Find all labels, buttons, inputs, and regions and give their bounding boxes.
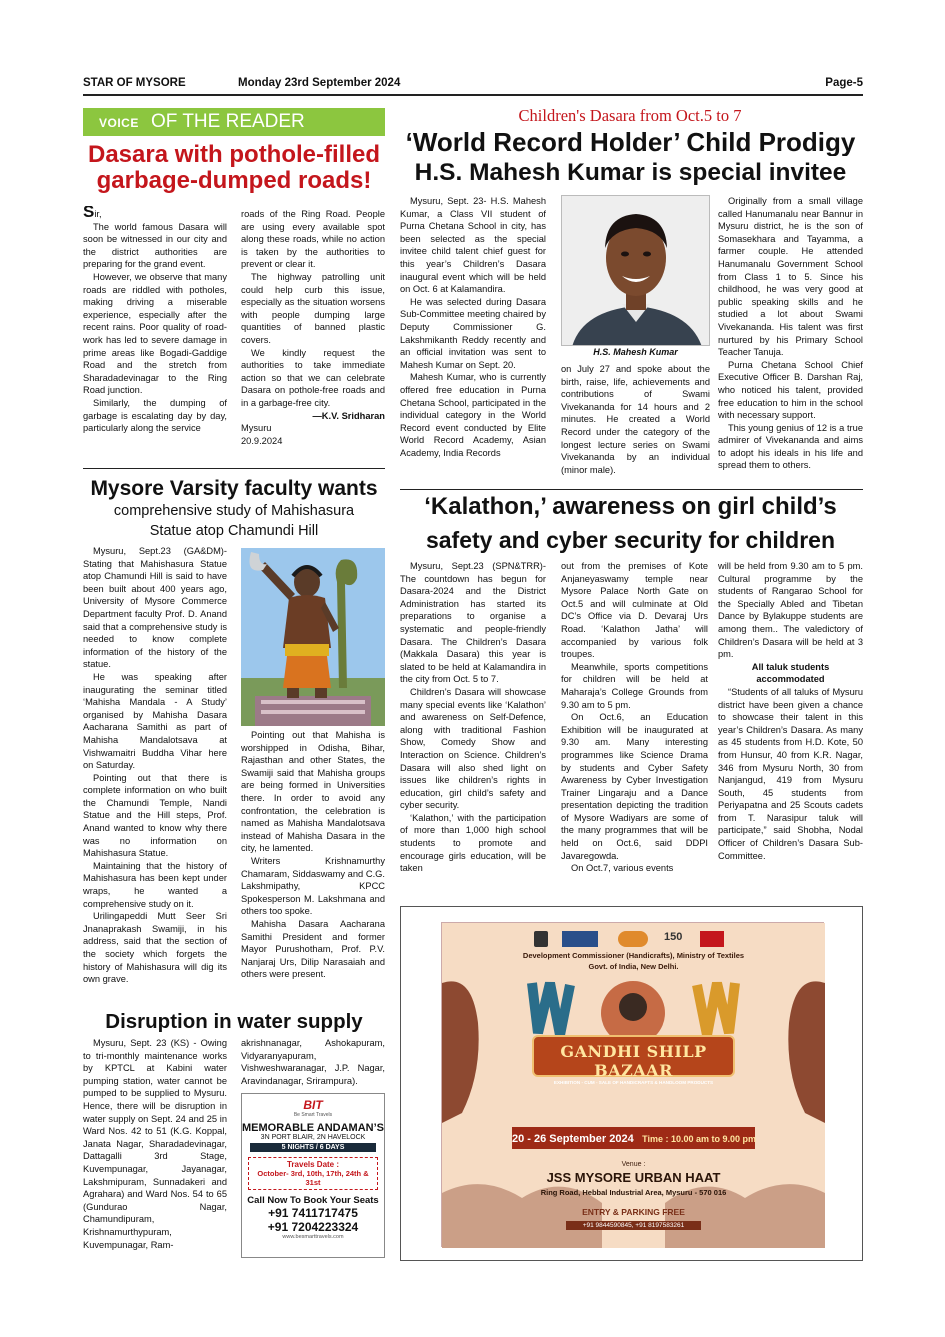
childrens-headline-2: H.S. Mahesh Kumar is special invitee [414, 160, 847, 186]
childrens-para: He was selected during Dasara Sub-Committee meeting chaired by Deputy Commissioner G. Lakshmikanth Reddy recently and an official invitation was sent to Mahesh Kumar on Sept. 20. [400, 296, 546, 370]
bit-logo-sub: Be Smart Travels [293, 1112, 333, 1118]
bazaar-venue: JSS MYSORE URBAN HAAT [546, 1170, 721, 1185]
water-para: akrishnanagar, Ashokapuram, Vidyaranyapuram, Vishweshwaranagar, J.P. Nagar, Aravindanagar, Srirampura). [241, 1038, 385, 1086]
childrens-para: Purna Chetana School Chief Executive Officer B. Darshan Raj, who noticed his talent, provided free education to him in the school with necessary support. [718, 359, 863, 421]
brand-logo-icon [700, 931, 724, 947]
bazaar-ad[interactable] [400, 906, 863, 1261]
divider [400, 489, 863, 490]
bazaar-dates: 20 - 26 September 2024 [512, 1133, 634, 1145]
ad-duration: 5 NIGHTS / 6 DAYS [250, 1143, 376, 1152]
varsity-col2 [241, 729, 385, 1009]
kalathon-subhead: All taluk students accommodated [751, 661, 830, 685]
kalathon-col3 [718, 560, 863, 896]
anniversary-logo: 150 [664, 931, 683, 943]
divider [83, 468, 385, 469]
masthead-rule [83, 94, 863, 96]
voice-para: The highway patrolling unit could help curb this issue, especially as the situation worsens with people dumping large quantities of banned plastic covers. [241, 271, 385, 345]
childrens-para: Mysuru, Sept. 23- H.S. Mahesh Kumar, a Class VII student of Purna Chetana School in city, has been selected as the special invitee child talent chief guest for this year’s Children’s Dasara inaugural event which will be held on Oct. 6 at Kalamandira. [400, 196, 546, 295]
bazaar-time: Time : 10.00 am to 9.00 pm [642, 1134, 757, 1144]
ad-dates: October- 3rd, 10th, 17th, 24th & 31st [257, 1169, 369, 1187]
bazaar-poster [441, 922, 824, 1247]
kalathon-para: out from the premises of Kote Anjaneyaswamy temple near Mysore Palace North Gate on Oct.5 and will culminate at Old DC’s Office via D. Devaraj Urs Road. ‘Kalathon Jatha’ will accompanied by various folk troupes. [561, 561, 708, 660]
masthead [83, 77, 863, 93]
paper-name: STAR OF MYSORE [83, 77, 186, 89]
voice-headline-line2: garbage-dumped roads! [96, 166, 372, 194]
childrens-kicker: Children's Dasara from Oct.5 to 7 [518, 106, 742, 125]
kalathon-para: Mysuru, Sept.23 (SPN&TRR)- The countdown has begun for Dasara-2024 and the District Administration has started its preparations to organise a systematic and people-friendly Dasara. The Children’s Dasara (Makkala Dasara) this year is slated to be held at Kalamandira in the city from Oct. 5 to 7. [400, 561, 546, 685]
childrens-col3 [718, 195, 863, 497]
voice-dropcap: S [83, 206, 95, 221]
travel-ad[interactable] [241, 1093, 385, 1258]
varsity-para: Urilingapeddi Mutt Seer Sri Jnanaprakash Swamiji, in his address, said that the section of the society which forgets the history of Mahishasura will dig its own grave. [83, 911, 227, 985]
voice-para: We kindly request the authorities to take immediate action so that we can celebrate Dasara on pothole-free roads and in a garbage-free city. [241, 347, 385, 408]
ad-dates-label: Travels Date : [286, 1160, 340, 1169]
water-col2 [241, 1037, 385, 1091]
ministry-logos [534, 929, 734, 949]
issue-date: Monday 23rd September 2024 [238, 77, 401, 89]
handicrafts-logo-icon [562, 931, 598, 947]
childrens-col1 [400, 195, 546, 497]
ad-cta: Call Now To Book Your Seats [247, 1195, 379, 1206]
voice-para: The world famous Dasara will soon be witnessed in our city and the district authorities are preparing for the grand event. [83, 221, 227, 270]
varsity-para: Maintaining that the history of Mahishasura has been kept under wraps, he wanted a comprehensive study on it. [83, 860, 227, 909]
varsity-para: Mahisha Dasara Aacharana Samithi President and former Mayor Purushotham, Prof. P.V. Nanjaraj Urs, Dilip Narasaiah and others were present. [241, 918, 385, 980]
bazaar-entry: ENTRY & PARKING FREE [582, 1207, 685, 1217]
varsity-subhead-1: comprehensive study of Mahishasura [113, 504, 355, 519]
voice-para: roads of the Ring Road. People are using every available spot along these roads, while no action is taken by the authorities to prevent or clear it. [241, 209, 385, 270]
ad-website[interactable]: www.besmarttravels.com [282, 1234, 344, 1240]
voice-banner [83, 108, 385, 136]
ad-phone-2[interactable]: +91 7204223324 [267, 1220, 359, 1234]
kalathon-para: Children’s Dasara will showcase many special events like ‘Kalathon’ and awareness on Self-Defence, along with traditional Fashion Show, Comedy Show and Interaction on Science. Children’s Dasara will also shed light on issues like children’s rights in education, girl child’s safety and cyber security. [400, 686, 546, 811]
ad-phone-1[interactable]: +91 7411717475 [268, 1206, 358, 1220]
voice-para: However, we observe that many roads are riddled with potholes, making driving a miserable experience, especially after the recent rains. Poor quality of road-work has led to severe damage in prime areas like Bogadi-Gaddige Road and the stretch from Sharadadevinagar to the Ring Road junction. [83, 271, 227, 396]
bazaar-title: GANDHI SHILP BAZAAR [560, 1042, 707, 1080]
mahishasura-photo [241, 548, 385, 726]
ad-title: MEMORABLE ANDAMAN’S [242, 1122, 384, 1134]
kalathon-headline-2: safety and cyber security for children [425, 528, 836, 553]
water-col1 [83, 1037, 227, 1263]
kalathon-para: will be held from 9.30 am to 5 pm. Cultural programme by the students of Rangarao School for the Specially Abled and Tibetan Dance by Bylakuppe students are among them.. The valedictory of Children’s Dasara will be held at 3 pm. [718, 561, 863, 660]
voice-col2 [241, 208, 385, 464]
voice-sig-date: 20.9.2024 [241, 435, 283, 446]
varsity-para: Pointing out that Mahisha is worshipped in Odisha, Bihar, Rajasthan and other States, the Swamiji said that Mahisha groups are being formed in Universities there. In order to avoid any confrontation, the celebration is named as Mahisha Mandalotsava instead of Mahisha Dasara in the city, he lamented. [241, 730, 385, 854]
bazaar-phones[interactable]: +91 9844590845, +91 8197583261 [566, 1221, 701, 1230]
campaign-logo-icon [618, 931, 648, 947]
water-headline: Disruption in water supply [105, 1011, 363, 1033]
bazaar-date-strip [512, 1127, 755, 1149]
kalathon-para: Meanwhile, sports competitions for children will be held at Maharaja’s College Grounds from 9.30 am to 5 pm. [561, 661, 708, 710]
voice-col1 [83, 206, 227, 462]
kalathon-headline-1: ‘Kalathon,’ awareness on girl child’s [424, 494, 837, 520]
bit-logo: BIT [303, 1098, 323, 1112]
varsity-para: Mysuru, Sept.23 (GA&DM)- Stating that Mahishasura Statue atop Chamundi Hill is said to have been built about 400 years ago, University of Mysore Commerce Department faculty Prof. D. Anand said that a comprehensive study is needed to know complete information of the history of the statue. [83, 546, 227, 670]
varsity-para: He was speaking after inaugurating the seminar titled ‘Mahisha Mandala - A Study’ organised by Mahisha Dasara Aacharana Samithi as part of Mahisha Mandalotsava at Vishwamaitri Buddha Vihar here on Saturday. [83, 671, 227, 771]
varsity-subhead-2: Statue atop Chamundi Hill [149, 524, 319, 539]
page-number: Page-5 [825, 77, 863, 89]
childrens-para: on July 27 and spoke about the birth, raise, life, achievements and contributions of Swami Vivekananda for 14 hours and 2 minutes. He created a World Record under the category of the longest lecture series on Swami Vivekananda by an individual (minor male). [561, 364, 710, 475]
water-para: Mysuru, Sept. 23 (KS) - Owing to tri-monthly maintenance works by KPTCL at Kabini water pumping station, water cannot be pumped to be supplied to Mysuru. Hence, there will be disruption in water supply on Sept. 24 and 25 in Ward Nos. 42 to 51 (K.G. Koppal, Janata Nagar, Sharadadevinagar, Dattagalli 3rd Stage, Kuvempunagar, Jayanagar, Lakshmipuram, Sunnadakeri and Agrahara) and Ward Nos. 54 to 65 (Gundurao Nagar, Chamundipuram, Krishnamurthypuram, Kuvempunagar, Ram- [83, 1038, 227, 1250]
voice-tag: VOICE [99, 116, 139, 130]
voice-headline-line1: Dasara with pothole-filled [87, 142, 381, 168]
varsity-headline: Mysore Varsity faculty wants [90, 478, 378, 500]
childrens-headline-1: ‘World Record Holder’ Child Prodigy [405, 128, 856, 157]
bazaar-title-banner [532, 1035, 735, 1085]
childrens-col2 [561, 363, 710, 493]
childrens-para: Mahesh Kumar, who is currently offered free education in Purna Chetana School, participated in the individual category in the World Record event conducted by Elite World Record Academy, Asian Academy, India Records [400, 372, 546, 458]
childrens-para: Originally from a small village called Hanumanalu near Bannur in Mysuru district, he is the son of Somasekhara and Tayamma, a farmer couple. He attended Hanumanalu Government School from Class 1 to 5. Since his childhood, he was very good at public speaking skills and he studied a lot about Swami Vivekananda. His talent was first nurtured by his Primary School Teacher Tanuja. [718, 196, 863, 358]
kalathon-col1 [400, 560, 546, 896]
voice-tag-rest: OF THE READER [151, 111, 305, 132]
emblem-icon [534, 931, 548, 947]
statue-image-icon [241, 548, 385, 726]
ad-subtitle: 3N PORT BLAIR, 2N HAVELOCK [260, 1134, 366, 1141]
voice-signature: —K.V. Sridharan [312, 410, 385, 421]
photo-caption: H.S. Mahesh Kumar [593, 347, 678, 357]
kalathon-col2 [561, 560, 708, 896]
bazaar-decor-icon [442, 923, 825, 1248]
bazaar-venue-label: Venue : [621, 1161, 646, 1168]
kalathon-para: On Oct.6, an Education Exhibition will be inaugurated at 9.30 am. Many interesting programmes like Science Drama by students and Cyber Safety Awareness by Cyber Investigation Trainer Lingaraju and a Dance presentation depicting the tradition of Mysore Wadiyars are some of the many programmes that will be held on Oct.6, said DDPI Javaregowda. [561, 712, 708, 861]
bazaar-org-2: Govt. of India, New Delhi. [588, 962, 679, 971]
kalathon-para: On Oct.7, various events [571, 863, 674, 874]
kalathon-para: “Students of all taluks of Mysuru district have been given a chance to showcase their talent in this year’s Children’s Dasara. As many as 45 students from H.D. Kote, 50 from Hunsur, 40 from K.R. Nagar, 346 from Mysuru North, 30 from Nanjangud, 419 from Mysuru South, 45 students from Periyapatna and 25 Scouts cadets from T. Narasipur taluk will participate,” said Shobha, Nodal Officer of Children’s Dasara Sub-Committee. [718, 686, 863, 861]
varsity-para: Writers Krishnamurthy Chamaram, Siddaswamy and C.G. Lakshmipathy, KPCC Spokesperson M. Lakshmana and others too spoke. [241, 855, 385, 917]
childrens-para: This young genius of 12 is a true admirer of Vivekananda and aims to adopt his ideals in his life and spread them to others. [718, 422, 863, 471]
boy-portrait-icon [562, 196, 710, 346]
varsity-para: Pointing out that there is complete information on who built the Chamundi Temple, Nandi Statue and the Hill steps, Prof. Anand wanted to know why there was no information on Mahishasura Statue. [83, 772, 227, 859]
voice-headline [80, 142, 388, 202]
voice-salutation: Sir, [83, 206, 227, 221]
varsity-col1 [83, 545, 227, 1010]
bazaar-address: Ring Road, Hebbal Industrial Area, Mysuru - 570 016 [540, 1188, 727, 1197]
bazaar-subtitle: EXHIBITION - CUM - SALE OF HANDICRAFTS & HANDLOOM PRODUCTS [553, 1080, 714, 1085]
ad-dates-box [248, 1157, 378, 1190]
bazaar-org-1: Development Commissioner (Handicrafts), Ministry of Textiles [522, 951, 745, 960]
voice-para: Similarly, the dumping of garbage is escalating day by day, particularly along the service [83, 397, 227, 434]
voice-place: Mysuru [241, 423, 272, 434]
mahesh-photo [561, 195, 710, 346]
kalathon-para: ‘Kalathon,’ with the participation of more than 1,000 high school students to promote and encourage girls education, will be taken [400, 812, 546, 874]
